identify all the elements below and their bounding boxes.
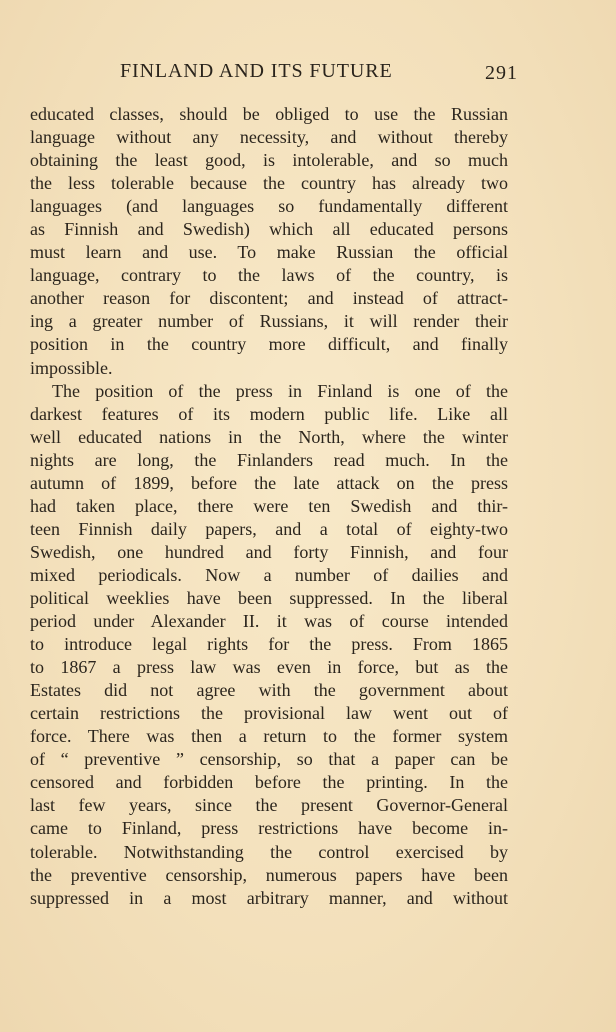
text-line: came to Finland, press restrictions have become in- xyxy=(30,818,508,839)
text-line: must learn and use. To make Russian the official xyxy=(30,242,508,263)
text-line: period under Alexander II. it was of course intended xyxy=(30,611,508,632)
text-line: Swedish, one hundred and forty Finnish, and four xyxy=(30,541,508,562)
text-line: position in the country more difficult, and finally xyxy=(30,334,508,355)
text-line: had taken place, there were ten Swedish and thir- xyxy=(30,495,508,516)
text-line: obtaining the least good, is intolerable, and so much xyxy=(30,150,508,171)
text-line: to introduce legal rights for the press. From 1865 xyxy=(30,634,508,655)
text-line: the preventive censorship, numerous papers have been xyxy=(30,864,508,885)
running-title: FINLAND AND ITS FUTURE xyxy=(120,60,393,82)
text-line: of “ preventive ” censorship, so that a paper can be xyxy=(30,749,508,770)
text-line: darkest features of its modern public life. Like all xyxy=(30,403,508,424)
text-line: last few years, since the present Governor-General xyxy=(30,795,508,816)
text-line: autumn of 1899, before the late attack on the press xyxy=(30,472,508,493)
page-header xyxy=(30,60,518,92)
text-line: impossible. xyxy=(30,357,113,378)
text-line: the less tolerable because the country has already two xyxy=(30,173,508,194)
text-line: The position of the press in Finland is one of the xyxy=(52,380,508,401)
text-line: political weeklies have been suppressed. In the liberal xyxy=(30,587,508,608)
text-line: tolerable. Notwithstanding the control exercised by xyxy=(30,841,508,862)
text-line: languages (and languages so fundamentally different xyxy=(30,196,508,217)
text-line: language without any necessity, and without thereby xyxy=(30,127,508,148)
text-line: to 1867 a press law was even in force, but as the xyxy=(30,657,508,678)
text-line: suppressed in a most arbitrary manner, and without xyxy=(30,887,508,908)
text-line: force. There was then a return to the former system xyxy=(30,726,508,747)
text-line: language, contrary to the laws of the country, is xyxy=(30,265,508,286)
text-line: well educated nations in the North, where the winter xyxy=(30,426,508,447)
text-line: educated classes, should be obliged to use the Russian xyxy=(30,104,508,124)
text-line: another reason for discontent; and instead of attract- xyxy=(30,288,508,309)
body-text xyxy=(30,103,508,910)
text-line: as Finnish and Swedish) which all educated persons xyxy=(30,219,508,240)
text-line: ing a greater number of Russians, it will render their xyxy=(30,311,508,332)
text-line: certain restrictions the provisional law went out of xyxy=(30,703,508,724)
text-line: censored and forbidden before the printing. In the xyxy=(30,772,508,793)
text-line: teen Finnish daily papers, and a total of eighty-two xyxy=(30,518,508,539)
text-line: mixed periodicals. Now a number of dailies and xyxy=(30,564,508,585)
text-line: Estates did not agree with the government about xyxy=(30,680,508,701)
text-line: nights are long, the Finlanders read much. In the xyxy=(30,449,508,470)
page-number: 291 xyxy=(485,62,518,84)
